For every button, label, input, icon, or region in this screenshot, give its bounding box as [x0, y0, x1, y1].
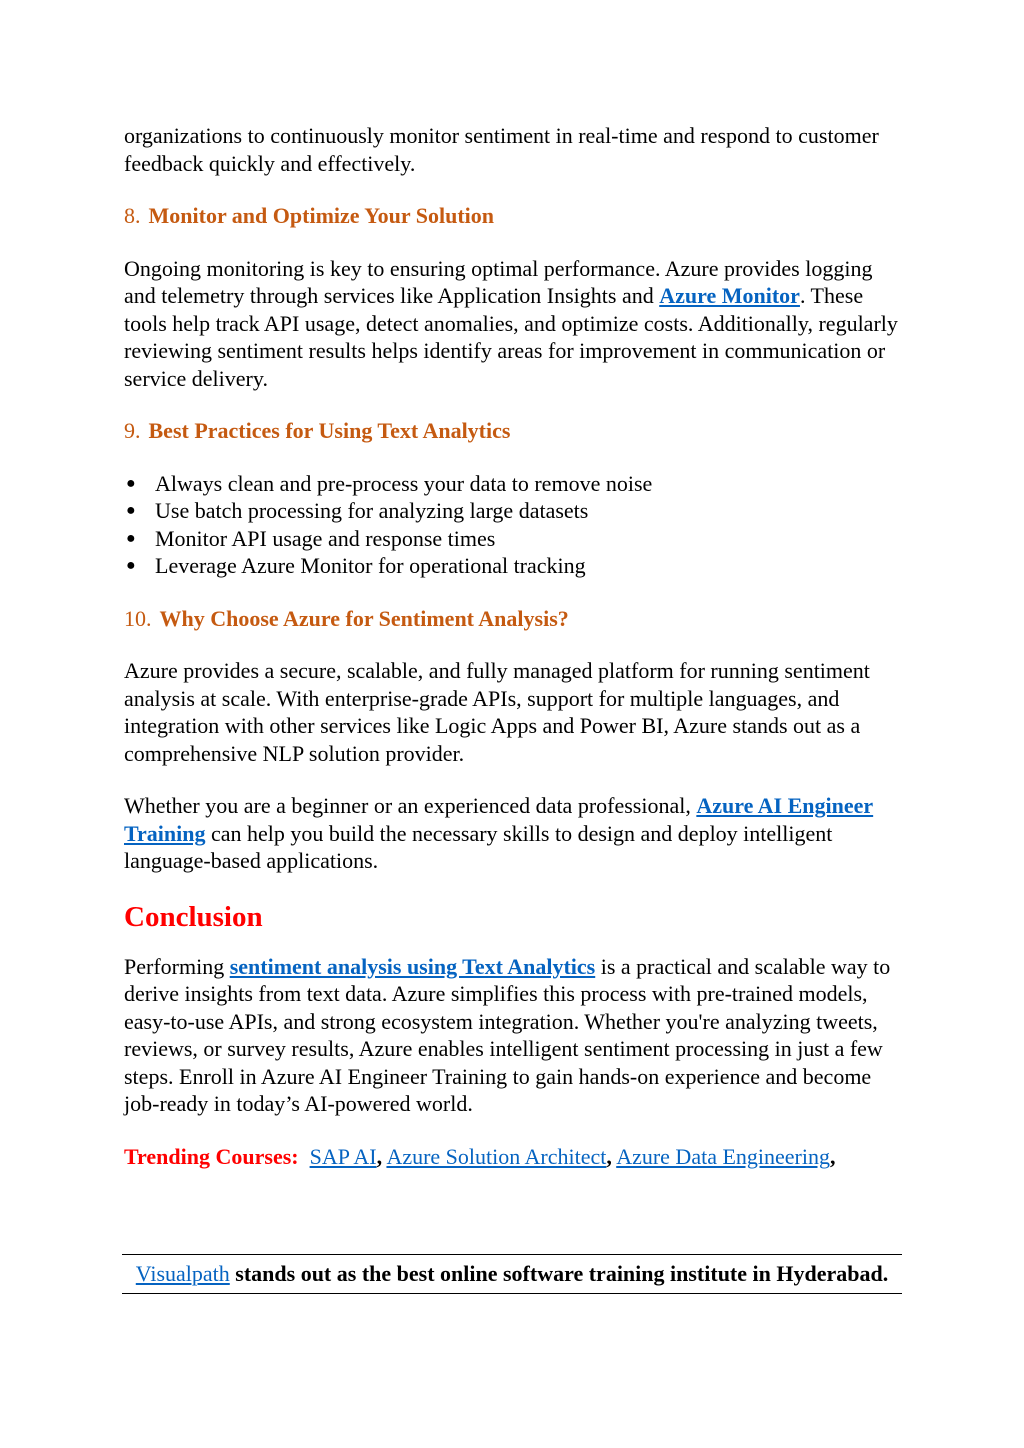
footer-banner	[122, 1254, 902, 1294]
azure-solution-architect-link[interactable]: Azure Solution Architect	[386, 1143, 607, 1169]
trending-separator: ,	[606, 1143, 612, 1169]
document-page	[124, 122, 904, 1170]
section-8-text-before-link: Ongoing monitoring is key to ensuring optimal performance. Azure provides logging and telemetry through services like Application Insights and	[124, 255, 873, 308]
conclusion-paragraph	[124, 953, 904, 1118]
azure-ai-engineer-training-link[interactable]: Azure AI Engineer Training	[124, 793, 874, 846]
bullet-icon: ●	[126, 529, 136, 547]
section-8-paragraph	[124, 255, 904, 393]
visualpath-link[interactable]: Visualpath	[135, 1261, 230, 1286]
section-10-text-after-link: can help you build the necessary skills to design and deploy intelligent language-based applications.	[124, 820, 833, 873]
best-practices-list	[124, 470, 904, 580]
list-item-text: Use batch processing for analyzing large datasets	[155, 498, 589, 523]
list-item	[124, 525, 904, 553]
azure-monitor-link[interactable]: Azure Monitor	[659, 283, 800, 308]
conclusion-text-before-link: Performing	[124, 953, 230, 979]
bullet-icon: ●	[126, 502, 136, 519]
section-9-number: 9.	[124, 418, 141, 443]
list-item	[124, 470, 904, 498]
section-10-number: 10.	[124, 605, 152, 631]
bullet-icon: ●	[126, 474, 136, 492]
conclusion-heading: Conclusion	[124, 900, 263, 933]
section-8-number: 8.	[124, 203, 141, 228]
trending-separator: ,	[829, 1143, 836, 1169]
section-10-paragraph-2	[124, 792, 904, 875]
section-9-heading	[124, 417, 904, 445]
section-10-title: Why Choose Azure for Sentiment Analysis?	[159, 605, 569, 631]
conclusion-text-after-link: is a practical and scalable way to derive insights from text data. Azure simplifies this process with pre-trained models, easy-to-use APIs, and strong ecosystem integration. Whether you're analyzing tweets, reviews, or survey results, Azure enables intelligent sentiment processing in just a few steps. Enroll in Azure AI Engineer Training to gain hands-on experience and become job-ready in today’s AI-powered world.	[124, 953, 891, 1116]
section-9-title: Best Practices for Using Text Analytics	[148, 418, 511, 443]
section-8-heading	[124, 202, 904, 230]
list-item-text: Monitor API usage and response times	[155, 525, 496, 551]
sentiment-analysis-link[interactable]: sentiment analysis using Text Analytics	[229, 953, 596, 979]
footer-text: stands out as the best online software training institute in Hyderabad.	[229, 1261, 889, 1286]
trending-separator: ,	[376, 1143, 383, 1169]
intro-paragraph: organizations to continuously monitor sentiment in real-time and respond to customer feedback quickly and effectively.	[124, 123, 879, 176]
list-item-text: Always clean and pre-process your data to remove noise	[155, 470, 653, 496]
bullet-icon: ●	[126, 557, 136, 574]
list-item	[124, 552, 904, 580]
trending-courses-label: Trending Courses:	[124, 1143, 299, 1169]
azure-data-engineering-link[interactable]: Azure Data Engineering	[616, 1143, 830, 1169]
trending-courses	[124, 1143, 904, 1171]
section-8-title: Monitor and Optimize Your Solution	[148, 203, 495, 228]
section-10-paragraph-1: Azure provides a secure, scalable, and fully managed platform for running sentiment analysis at scale. With enterprise-grade APIs, support for multiple languages, and integration with other services like Logic Apps and Power BI, Azure stands out as a comprehensive NLP solution provider.	[124, 658, 870, 766]
section-10-heading	[124, 605, 904, 633]
list-item-text: Leverage Azure Monitor for operational tracking	[155, 553, 586, 578]
section-10-text-before-link: Whether you are a beginner or an experienced data professional,	[124, 793, 697, 818]
list-item	[124, 497, 904, 525]
section-8-text-after-link: . These tools help track API usage, detect anomalies, and optimize costs. Additionally, regularly reviewing sentiment results helps identify areas for improvement in communication or service delivery.	[124, 283, 898, 391]
sap-ai-link[interactable]: SAP AI	[309, 1143, 377, 1169]
